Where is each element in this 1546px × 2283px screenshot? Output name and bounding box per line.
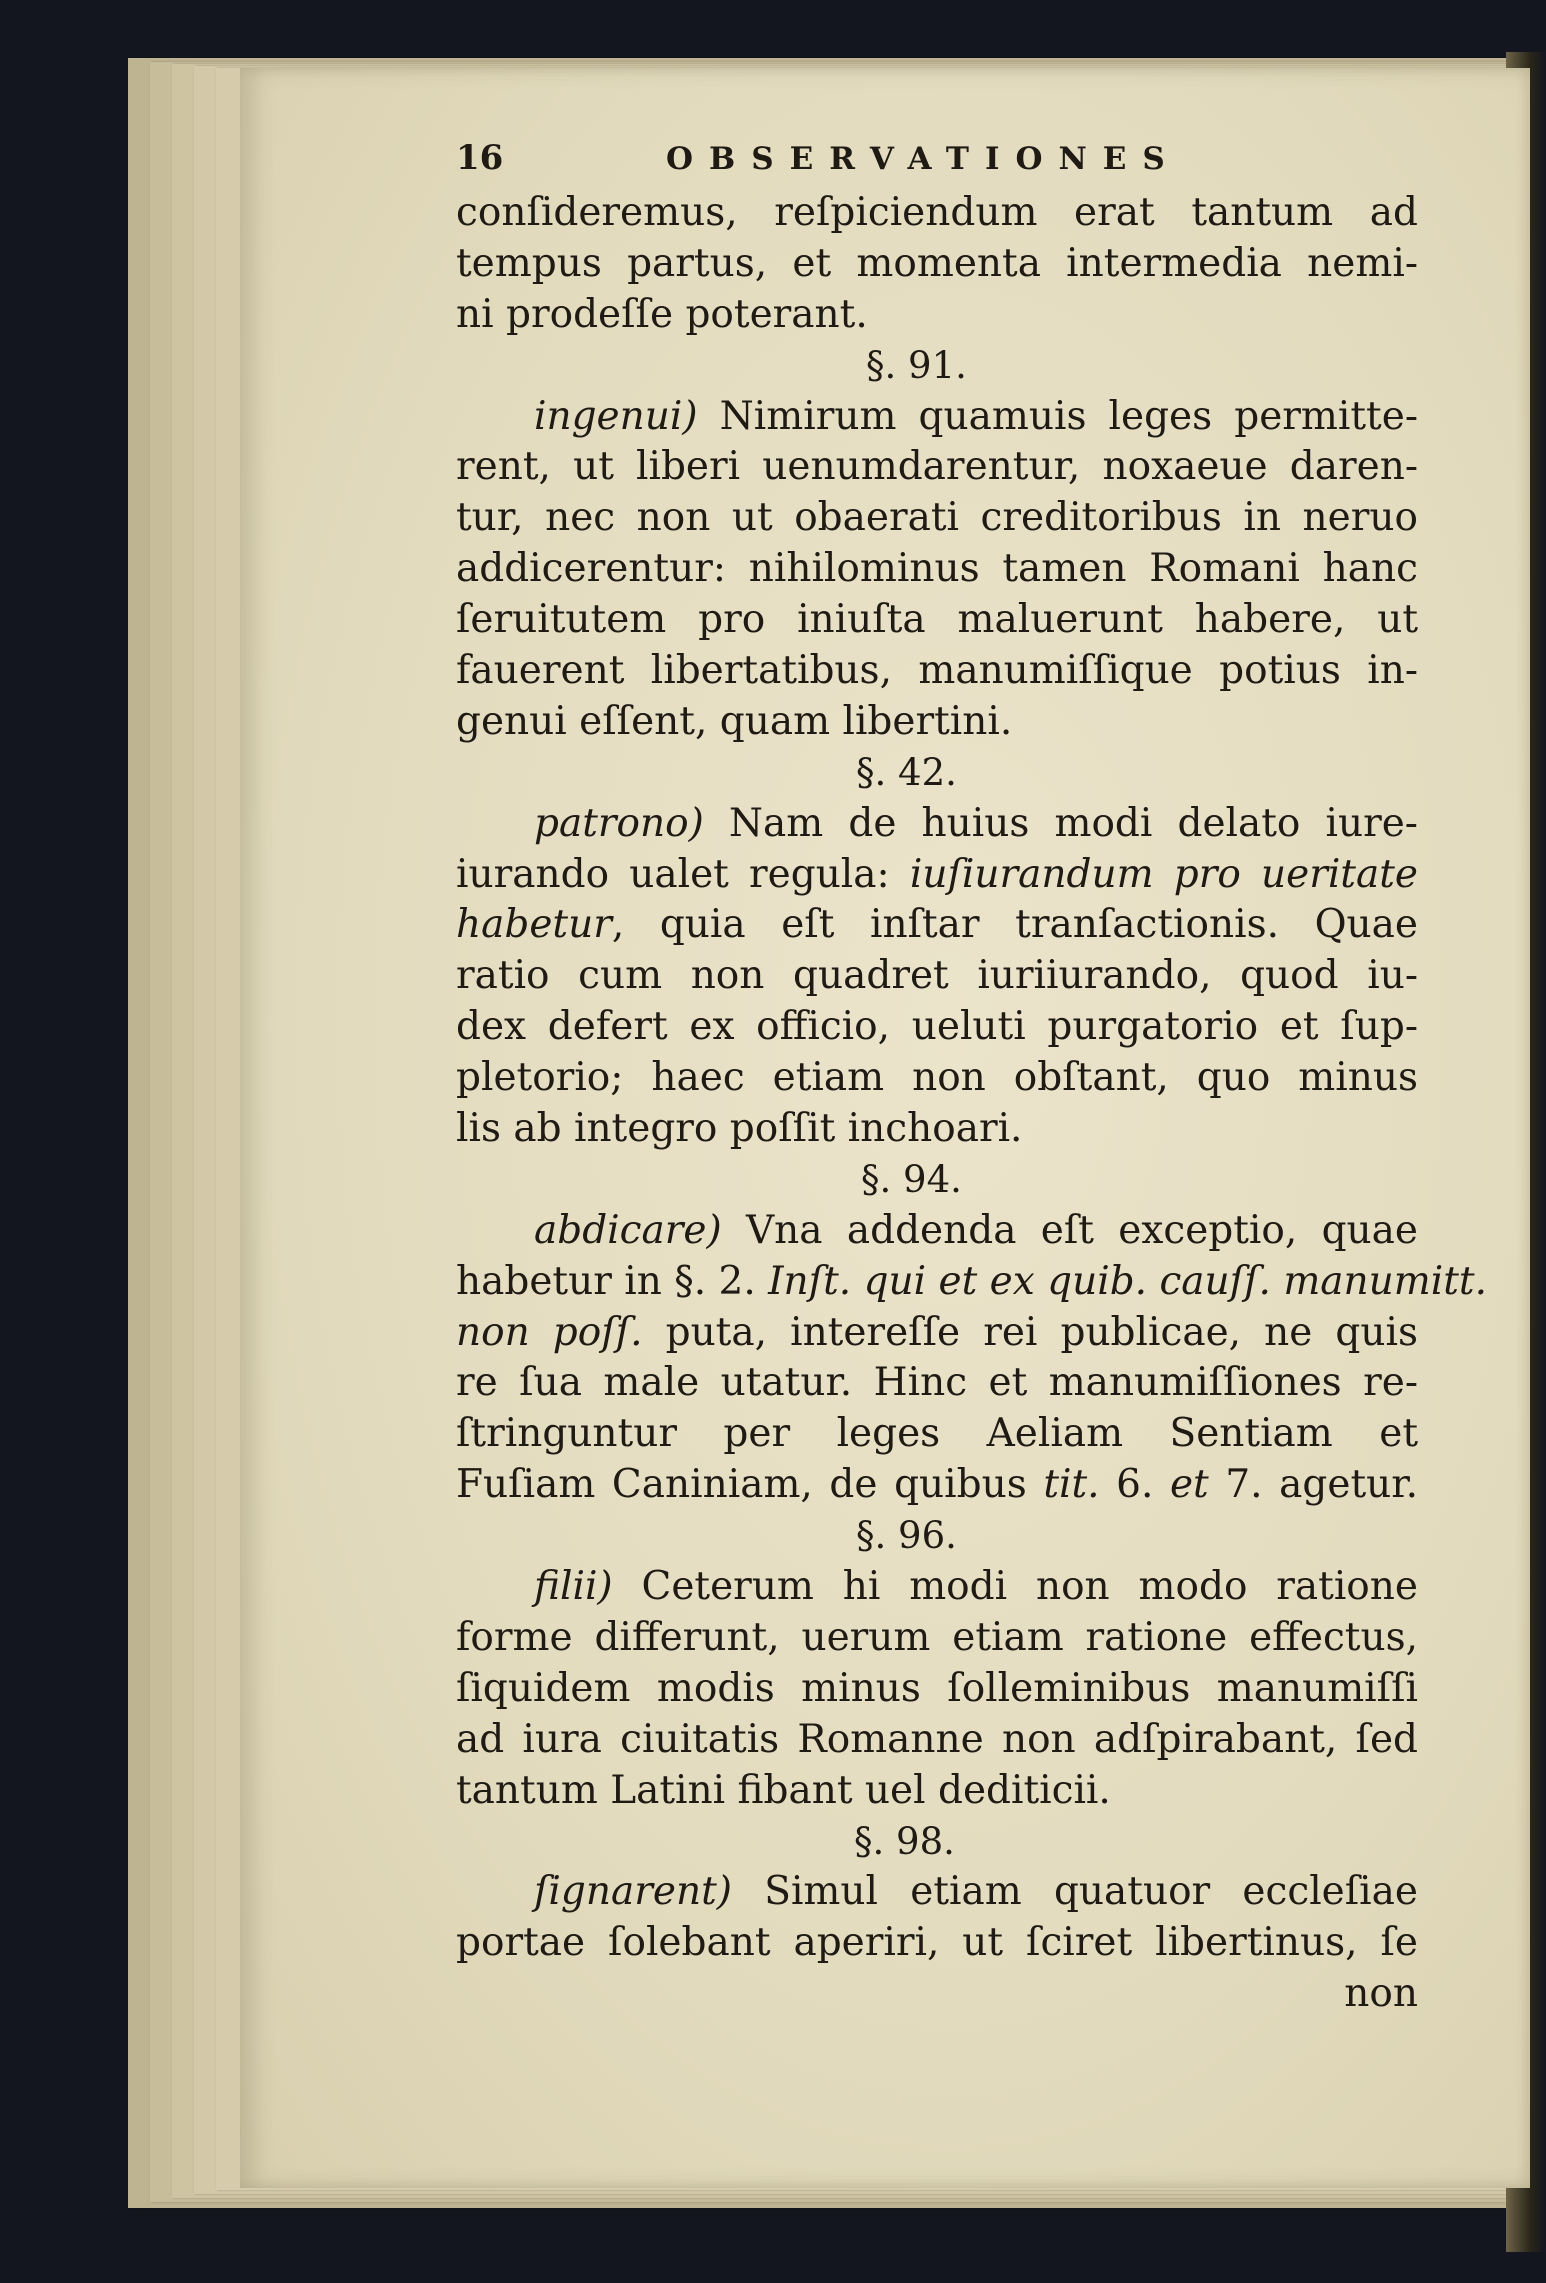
lemma: abdicare) <box>534 1207 722 1253</box>
text-line: ſiquidem modis minus ſolleminibus manumiſſi <box>456 1665 1418 1711</box>
text-line: forme differunt, uerum etiam ratione effectus, <box>456 1614 1418 1660</box>
italic-citation: tit. <box>1043 1462 1100 1508</box>
lemma: ingenui) <box>534 393 698 439</box>
paragraph-continuation <box>456 188 1418 341</box>
text-line: addicerentur: nihilominus tamen Romani hanc <box>456 546 1418 592</box>
text-line: ſtringuntur per leges Aeliam Sentiam et <box>456 1411 1418 1457</box>
text-line <box>456 392 1418 443</box>
note-paragraph <box>456 1867 1418 2020</box>
text-run: 6. <box>1099 1462 1170 1508</box>
lemma: ſignarent) <box>534 1869 732 1915</box>
lemma: filii) <box>534 1564 613 1610</box>
page-number: 16 <box>456 138 504 178</box>
text-line <box>456 1460 1418 1511</box>
catchword: non <box>1344 1971 1418 2017</box>
text-line: dex defert ex officio, ueluti purgatorio et ſup- <box>456 1004 1418 1050</box>
italic-citation: non poſſ. <box>456 1309 643 1355</box>
text-run: iurando ualet regula: <box>456 851 910 897</box>
note-paragraph <box>456 1206 1487 1511</box>
italic-citation: Inſt. qui et ex quib. cauſſ. manumitt. <box>768 1258 1487 1304</box>
text-line <box>456 1308 1418 1359</box>
text-line: lis ab integro poſſit inchoari. <box>456 1106 1023 1152</box>
text-run: Simul etiam quatuor eccleſiae <box>731 1869 1418 1915</box>
text-line <box>456 1257 1487 1308</box>
text-line: ratio cum non quadret iuriiurando, quod iu- <box>456 953 1418 999</box>
text-line: ad iura ciuitatis Romanne non adſpirabant, ſed <box>456 1716 1418 1762</box>
text-run: Vna addenda eſt exceptio, quae <box>721 1207 1418 1253</box>
section-number: §. 42. <box>856 750 957 794</box>
text-line: tempus partus, et momenta intermedia nemi- <box>456 240 1418 286</box>
page-header <box>456 128 1418 188</box>
text-run: habetur in §. 2. <box>456 1258 769 1304</box>
text-run: Nimirum quamuis leges permitte- <box>697 393 1418 439</box>
text-line: tur, nec non ut obaerati creditoribus in neruo <box>456 495 1418 541</box>
text-line: conſideremus, reſpiciendum erat tantum ad <box>456 190 1418 235</box>
text-line: tantum Latini fibant uel dediticii. <box>456 1767 1111 1813</box>
text-block <box>456 128 1487 2020</box>
text-line: ſeruitutem pro iniuſta maluerunt habere, ut <box>456 597 1418 643</box>
section-number: §. 91. <box>866 343 967 387</box>
text-run: , quia eſt inſtar tranſactionis. Quae <box>611 902 1418 948</box>
section-number: §. 94. <box>861 1157 962 1201</box>
text-line <box>456 799 1418 850</box>
text-run: Fuſiam Caniniam, de quibus <box>456 1462 1044 1508</box>
section-number: §. 96. <box>856 1514 957 1558</box>
text-line: portae ſolebant aperiri, ut ſciret libertinus, ſe <box>456 1920 1418 1966</box>
text-line: pletorio; haec etiam non obſtant, quo minus <box>456 1055 1418 1101</box>
text-line <box>456 1562 1418 1613</box>
note-paragraph <box>456 1562 1418 1816</box>
running-head: OBSERVATIONES <box>666 141 1181 177</box>
text-line <box>456 1867 1418 1918</box>
note-paragraph <box>456 799 1418 1155</box>
text-line: genui eſſent, quam libertini. <box>456 698 1013 744</box>
text-line <box>456 900 1418 951</box>
text-line <box>456 850 1418 901</box>
text-line <box>456 1206 1418 1257</box>
text-line: fauerent libertatibus, manumiſſique potius in- <box>456 648 1418 694</box>
text-run: Nam de huius modi delato iure- <box>703 800 1418 846</box>
text-run: Ceterum hi modi non modo ratione <box>612 1564 1418 1610</box>
text-line: re ſua male utatur. Hinc et manumiſſiones re- <box>456 1360 1418 1406</box>
text-run: 7. agetur. <box>1208 1462 1418 1508</box>
section-number: §. 98. <box>854 1819 955 1863</box>
italic-quote: iuſiurandum pro ueritate <box>909 851 1418 897</box>
lemma: patrono) <box>534 800 704 846</box>
italic-citation: et <box>1169 1462 1209 1508</box>
text-run: puta, intereſſe rei publicae, ne quis <box>642 1309 1418 1355</box>
text-line: rent, ut liberi uenumdarentur, noxaeue daren- <box>456 444 1418 490</box>
italic-quote: habetur <box>456 902 612 948</box>
text-line: ni prodeſſe poterant. <box>456 291 868 337</box>
note-paragraph <box>456 392 1418 748</box>
